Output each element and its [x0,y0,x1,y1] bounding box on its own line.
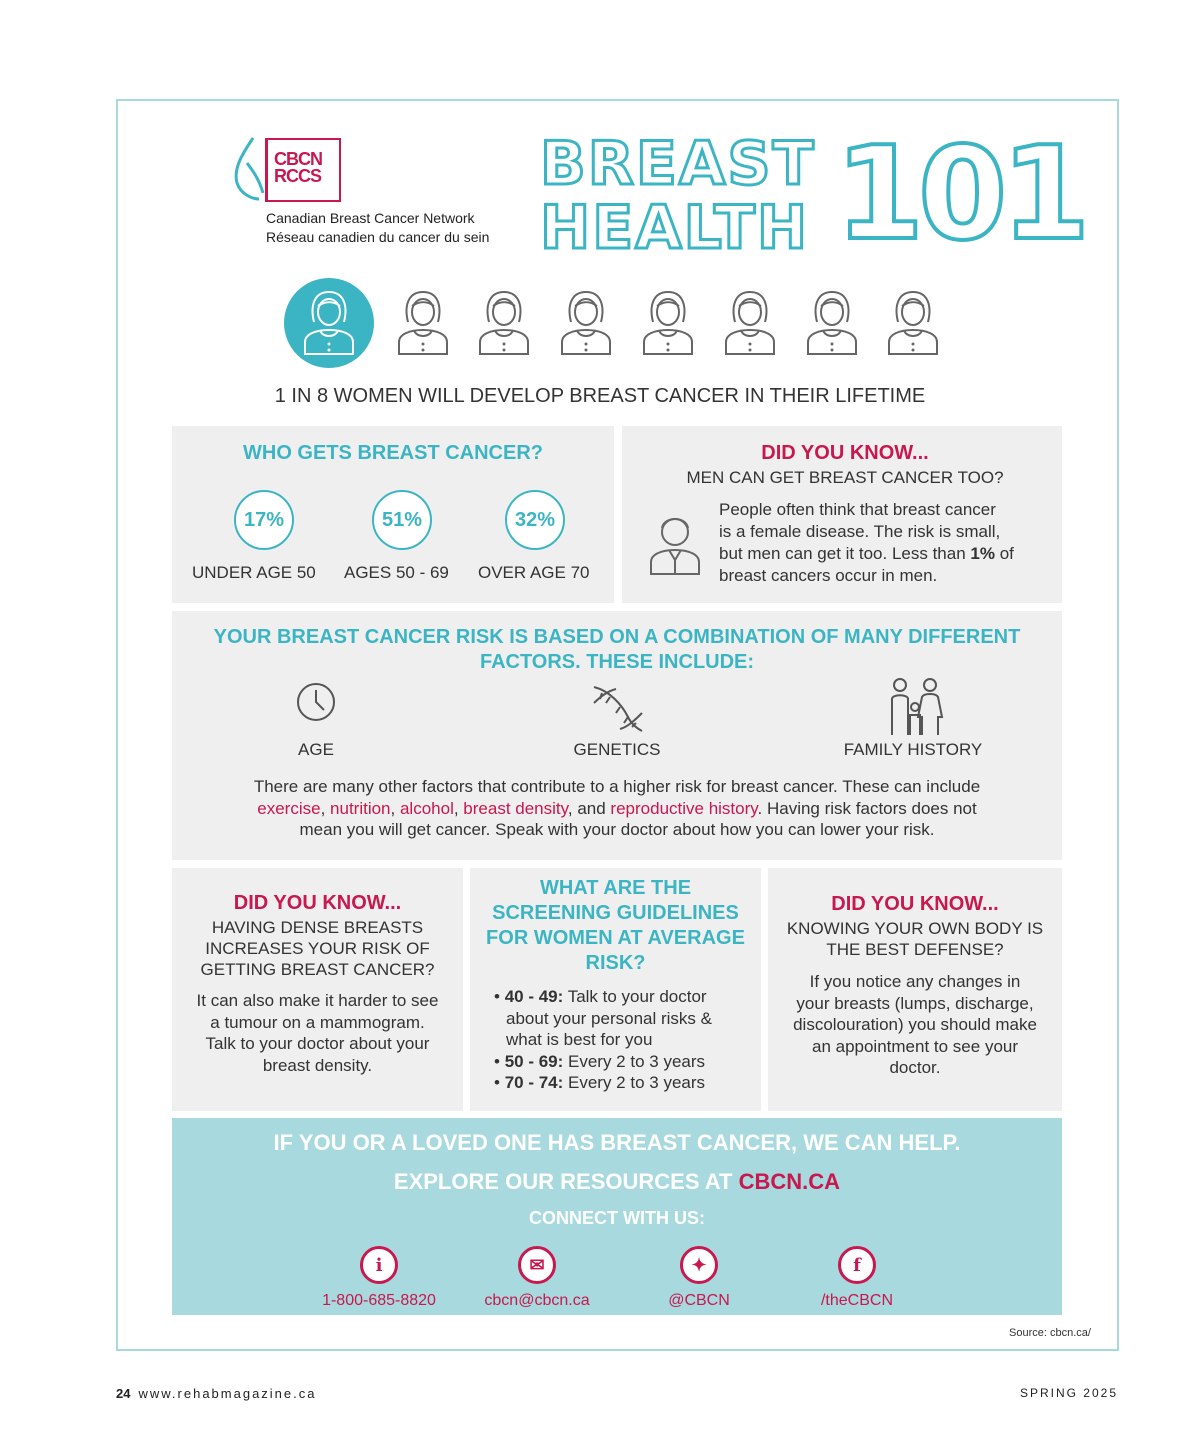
screening-item: • 50 - 69: Every 2 to 3 years [494,1051,706,1071]
cbcn-link[interactable]: CBCN.CA [738,1169,841,1194]
age-group-label: OVER AGE 70 [478,563,590,582]
percent-ring: 17% [234,490,294,550]
body-subheading: KNOWING YOUR OWN BODY IS THE BEST DEFENSE? [786,919,1044,959]
facebook-icon: f [838,1246,876,1284]
screening-item: • 40 - 49: Talk to your doctor [494,987,707,1006]
contact-phone[interactable] [289,1246,469,1310]
body-heading: DID YOU KNOW... [831,893,999,915]
magazine-url[interactable]: www.rehabmagazine.ca [138,1386,317,1401]
percent-ring: 51% [372,490,432,550]
age-group-label: AGES 50 - 69 [344,563,449,582]
risk-body: There are many other factors that contribute to a higher risk for breast cancer. These can include exercise, nutrition, alcohol, breast density, and reproductive history. Having risk factors does not mean you will get cancer. Speak with your doctor about how you can lower your risk. [253,777,981,839]
factor-label-family-history: FAMILY HISTORY [843,740,983,759]
woman-icon [803,286,861,356]
factor-label-genetics: GENETICS [573,740,661,759]
factor-label-age: AGE [298,740,334,759]
woman-icon [639,286,697,356]
women-row [284,278,934,368]
woman-icon [557,286,615,356]
twitter-icon: ✦ [680,1246,718,1284]
contact-label: cbcn@cbcn.ca [484,1292,590,1309]
men-heading: DID YOU KNOW... [761,442,929,464]
cbcn-logo [225,133,525,253]
banner-connect: CONNECT WITH US: [529,1208,705,1228]
page-number: 24 [116,1386,131,1401]
logo-name-fr: Réseau canadien du cancer du sein [266,229,490,245]
banner-line2: EXPLORE OUR RESOURCES AT CBCN.CA [393,1169,841,1194]
contact-email[interactable] [447,1246,627,1310]
woman-icon [884,286,942,356]
screening-heading: WHAT ARE THE SCREENING GUIDELINES FOR WOMEN AT AVERAGE RISK? [486,877,745,974]
stat-line: 1 IN 8 WOMEN WILL DEVELOP BREAST CANCER IN THEIR LIFETIME [274,385,926,407]
woman-icon [300,286,358,356]
percent-ring: 32% [505,490,565,550]
men-subheading: MEN CAN GET BREAST CANCER TOO? [686,468,1004,487]
factor-alcohol: alcohol [399,798,454,818]
help-banner [172,1118,1062,1315]
risk-heading: YOUR BREAST CANCER RISK IS BASED ON A COMBINATION OF MANY DIFFERENT FACTORS. THESE INCLUDE: [213,626,1021,673]
know-your-body-panel [768,868,1062,1111]
page-title [540,120,1085,269]
info-icon: i [360,1246,398,1284]
woman-icon [394,286,452,356]
screening-item: • 70 - 74: Every 2 to 3 years [494,1073,706,1092]
dense-breasts-panel [172,868,463,1111]
screening-panel [470,868,761,1111]
banner-line1: IF YOU OR A LOVED ONE HAS BREAST CANCER, WE CAN HELP. [273,1130,961,1155]
dense-heading: DID YOU KNOW... [233,892,402,914]
dense-body: It can also make it harder to see a tumour on a mammogram. Talk to your doctor about your breast density. [196,991,439,1075]
title-word-health: HEALTH [540,193,810,263]
men-body: People often think that breast cancer is a female disease. The risk is small, but men can get it too. Less than 1% of breast cancers occur in men. [719,500,1014,585]
contact-label: @CBCN [668,1292,730,1309]
man-avatar-icon [648,510,702,576]
age-group-label: UNDER AGE 50 [192,563,316,582]
who-heading: WHO GETS BREAST CANCER? [243,442,543,464]
contact-label: /theCBCN [820,1292,894,1309]
factor-exercise: exercise [257,798,321,818]
email-icon: ✉ [518,1246,556,1284]
woman-icon [721,286,779,356]
contact-label: 1-800-685-8820 [322,1292,436,1309]
contact-facebook[interactable] [767,1246,947,1310]
factor-breast-density: breast density [463,798,568,818]
title-word-breast: BREAST [540,129,816,199]
title-number: 101 [835,120,1085,269]
logo-acronym: CBCN RCCS [274,149,322,186]
who-gets-panel [172,426,614,603]
logo-name-en: Canadian Breast Cancer Network [266,210,475,226]
men-panel [622,426,1062,603]
woman-icon [475,286,533,356]
factor-nutrition: nutrition [330,798,391,818]
source-note: Source: cbcn.ca/ [1009,1327,1091,1339]
footer-left [116,1386,317,1401]
screening-list: • 40 - 49: Talk to your doctor about your personal risks & what is best for you • 50 - 69: Every 2 to 3 years • 70 - 74: Every 2 to 3 years [494,986,756,1094]
dna-icon [590,683,646,735]
dense-subheading: HAVING DENSE BREASTS INCREASES YOUR RISK OF GETTING BREAST CANCER? [200,918,435,979]
family-icon [886,677,944,737]
factor-reproductive-history: reproductive history [610,798,758,818]
clock-icon [295,681,337,723]
footer-issue: SPRING 2025 [1019,1386,1118,1400]
risk-factors-panel [172,611,1062,860]
contact-twitter[interactable] [609,1246,789,1310]
body-body: If you notice any changes in your breasts (lumps, discharge, discolouration) you should make an appointment to see your doctor. [793,972,1037,1077]
